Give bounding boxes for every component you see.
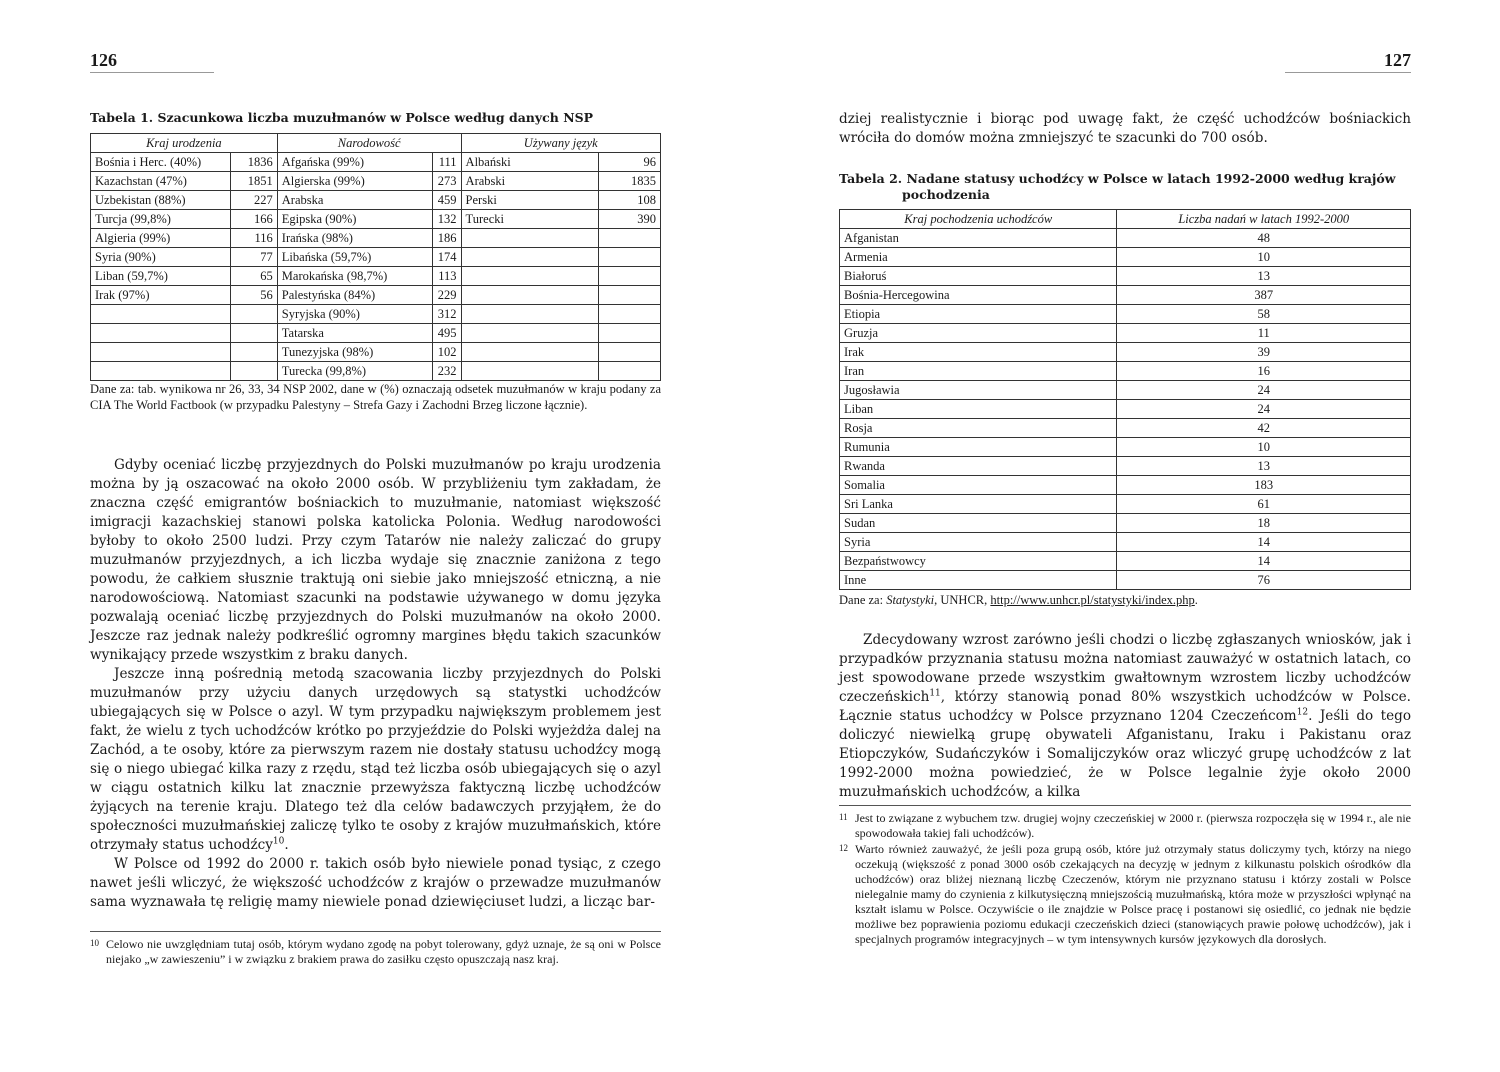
- table-cell-count: 24: [1117, 381, 1411, 400]
- table-cell-label: Liban (59,7%): [91, 267, 231, 286]
- table-cell-count: 132: [432, 210, 461, 229]
- table-cell-count: 459: [432, 191, 461, 210]
- header-grants-count: Liczba nadań w latach 1992-2000: [1117, 210, 1411, 229]
- table-row: [840, 267, 1411, 286]
- paragraph: Zdecydowany wzrost zarówno jeśli chodzi o liczbę zgłaszanych wniosków, jak i przypadków przyznania statusu można natomiast zauważyć w ostatnich latach, co jest spowodowane przede wszystkim gwałtownym wzrostem liczby uchodźców czeczeńskich$^{11}$, którzy stanowią ponad 80% wszystkich uchodźców w Polsce. Łącznie status uchodźcy w Polsce przyznano 1204 Czeczeńcom$^{12}$. Jeśli do tego doliczyć niewielką grupę obywateli Afganistanu, Iraku i Pakistanu oraz Etiopczyków, Sudańczyków i Somalijczyków oraz wliczyć grupę uchodźców z lat 1992-2000 można powiedzieć, że w Polsce legalnie żyje około 2000 muzułmańskich uchodźców, a kilka: [839, 632, 1411, 800]
- table-cell-count: 14: [1117, 533, 1411, 552]
- table-cell-label: Bośnia i Herc. (40%): [91, 153, 231, 172]
- table-cell-country: Jugosławia: [840, 381, 1117, 400]
- table-cell-count: 77: [230, 248, 277, 267]
- table-cell-label: [91, 362, 231, 381]
- footnote-text: Jest to związane z wybuchem tzw. drugiej wojny czeczeńskiej w 2000 r. (pierwsza rozpoczęła się w 1994 r., ale nie spowodowała takiej fali uchodźców).: [855, 811, 1411, 840]
- header-rule: [90, 72, 214, 73]
- paragraph: W Polsce od 1992 do 2000 r. takich osób było niewiele ponad tysiąc, z czego nawet jeśli wliczyć, że większość uchodźców z krajów o przewadze muzułmanów sama wyznawała tę religię mamy niewiele ponad dziewięciuset ludzi, a licząc bar-: [90, 856, 661, 910]
- table-cell-count: 1835: [599, 172, 661, 191]
- table-cell-count: 312: [432, 305, 461, 324]
- table-row: [840, 571, 1411, 590]
- right-intro-text: [839, 110, 1411, 148]
- table-cell-count: [230, 305, 277, 324]
- table-1: [90, 133, 661, 381]
- table-cell-label: Syria (90%): [91, 248, 231, 267]
- header-birth-country: Kraj urodzenia: [91, 134, 278, 153]
- table-cell-count: [230, 324, 277, 343]
- table-row: [91, 153, 661, 172]
- table-cell-label: Uzbekistan (88%): [91, 191, 231, 210]
- table-cell-label: Palestyńska (84%): [277, 286, 432, 305]
- table-cell-count: [599, 324, 661, 343]
- table-cell-label: Marokańska (98,7%): [277, 267, 432, 286]
- table-cell-country: Inne: [840, 571, 1117, 590]
- table-1-source: Dane za: tab. wynikowa nr 26, 33, 34 NSP 2002, dane w (%) oznaczają odsetek muzułmanów w kraju podany za CIA The World Factbook (w przypadku Palestyny – Strefa Gazy i Zachodni Brzeg liczone łącznie).: [90, 382, 661, 412]
- table-cell-label: [461, 229, 599, 248]
- header-nationality: Narodowość: [277, 134, 461, 153]
- table-row: [840, 533, 1411, 552]
- table-cell-count: 13: [1117, 457, 1411, 476]
- table-row: [840, 514, 1411, 533]
- table-row: [91, 248, 661, 267]
- table-cell-count: 390: [599, 210, 661, 229]
- table-cell-count: 108: [599, 191, 661, 210]
- table-cell-country: Etiopia: [840, 305, 1117, 324]
- header-language: Używany język: [461, 134, 660, 153]
- table-cell-count: 58: [1117, 305, 1411, 324]
- table-cell-count: 96: [599, 153, 661, 172]
- footnote-ref: 10: [272, 836, 285, 847]
- table-cell-label: [461, 305, 599, 324]
- table-cell-count: 11: [1117, 324, 1411, 343]
- table-cell-count: [599, 343, 661, 362]
- table-row: [840, 362, 1411, 381]
- table-cell-count: 1836: [230, 153, 277, 172]
- table-cell-country: Sudan: [840, 514, 1117, 533]
- footnote-mark: 12: [839, 843, 848, 853]
- header-rule: [1285, 72, 1411, 73]
- table-cell-count: 227: [230, 191, 277, 210]
- table-cell-country: Armenia: [840, 248, 1117, 267]
- table-cell-country: Rosja: [840, 419, 1117, 438]
- left-body-text: [90, 456, 661, 912]
- table-row: [91, 343, 661, 362]
- table-cell-count: 16: [1117, 362, 1411, 381]
- footnote-mark: 11: [839, 812, 848, 822]
- table-cell-label: Irak (97%): [91, 286, 231, 305]
- footnote: [839, 811, 1411, 841]
- table-cell-country: Bośnia-Hercegowina: [840, 286, 1117, 305]
- table-row: [91, 305, 661, 324]
- table-cell-count: 113: [432, 267, 461, 286]
- table-cell-count: 10: [1117, 248, 1411, 267]
- table-cell-label: Kazachstan (47%): [91, 172, 231, 191]
- table-row: [91, 267, 661, 286]
- table-cell-country: Iran: [840, 362, 1117, 381]
- table-cell-count: 39: [1117, 343, 1411, 362]
- table-cell-label: [91, 324, 231, 343]
- table-cell-label: [461, 324, 599, 343]
- table-cell-label: [461, 267, 599, 286]
- table-cell-count: [599, 286, 661, 305]
- table-cell-country: Liban: [840, 400, 1117, 419]
- table-cell-count: 61: [1117, 495, 1411, 514]
- table-row: [840, 438, 1411, 457]
- table-cell-label: Afgańska (99%): [277, 153, 432, 172]
- table-cell-count: 65: [230, 267, 277, 286]
- right-body-text: [839, 631, 1411, 802]
- table-cell-country: Białoruś: [840, 267, 1117, 286]
- table-row: [840, 495, 1411, 514]
- table-header-row: [91, 134, 661, 153]
- table-cell-country: Afganistan: [840, 229, 1117, 248]
- table-row: [840, 476, 1411, 495]
- table-cell-count: 42: [1117, 419, 1411, 438]
- table-cell-label: Irańska (98%): [277, 229, 432, 248]
- footnote-ref: 11: [929, 688, 941, 699]
- table-row: [91, 286, 661, 305]
- table-2: [839, 209, 1411, 590]
- table-cell-label: Turcja (99,8%): [91, 210, 231, 229]
- table-row: [91, 210, 661, 229]
- table-cell-count: 24: [1117, 400, 1411, 419]
- table-cell-count: 102: [432, 343, 461, 362]
- page-number: 127: [1384, 50, 1411, 70]
- table-cell-label: Egipska (90%): [277, 210, 432, 229]
- table-cell-count: [599, 267, 661, 286]
- table-row: [840, 457, 1411, 476]
- table-cell-count: [599, 305, 661, 324]
- footnote-text: Warto również zauważyć, że jeśli poza grupą osób, które już otrzymały status doliczymy tych, którzy na niego oczekują (większość z ponad 3000 osób czekających na decyzję w jednym z kilkunastu polskich ośrodków dla uchodźców) oraz bliżej nieznaną liczbę Czeczenów, którym nie przyznano statusu i którzy zostali w Polsce nielegalnie mamy do czynienia z kilkutysięczną mniejszością muzułmańską, która może w przyszłości wpłynąć na kształt islamu w Polsce. Oczywiście o ile znajdzie w Polsce pracę i postanowi się osiedlić, co jednak nie będzie możliwe bez poprawienia poziomu edukacji czeczeńskich dzieci (stanowiących prawie połowę uchodźców), jak i specjalnych programów integracyjnych – w tym intensywnych kursów językowych dla dorosłych.: [855, 842, 1411, 946]
- paragraph: Gdyby oceniać liczbę przyjezdnych do Polski muzułmanów po kraju urodzenia można by ją oszacować na około 2000 osób. W przybliżeniu tym zakładam, że znaczna część emigrantów bośniackich to muzułmanie, natomiast większość imigracji kazachskiej stanowi polska katolicka Polonia. Według narodowości byłoby to około 2500 ludzi. Przy czym Tatarów nie należy zaliczać do grupy muzułmanów przyjezdnych, a ich liczba wydaje się znacznie zaniżona z tego powodu, że całkiem słusznie traktują oni siebie jako mniejszość etniczną, a nie narodowościową. Natomiast szacunki na podstawie używanego w domu języka pozwalają oceniać liczbę przyjezdnych do Polski muzułmanów na około 2000. Jeszcze raz jednak należy podkreślić ogromny margines błędu takich szacunków wynikający przede wszystkim z braku danych.: [90, 457, 661, 663]
- table-cell-label: [461, 362, 599, 381]
- table-cell-label: Tunezyjska (98%): [277, 343, 432, 362]
- table-cell-count: 116: [230, 229, 277, 248]
- header-origin-country: Kraj pochodzenia uchodźców: [840, 210, 1117, 229]
- table-2-caption: Tabela 2. Nadane statusy uchodźcy w Polsce w latach 1992-2000 według krajów pochodzenia: [839, 171, 1396, 202]
- table-cell-count: 13: [1117, 267, 1411, 286]
- table-cell-count: 10: [1117, 438, 1411, 457]
- table-cell-label: Tatarska: [277, 324, 432, 343]
- table-header-row: [840, 210, 1411, 229]
- table-row: [840, 248, 1411, 267]
- table-row: [840, 286, 1411, 305]
- table-cell-country: Syria: [840, 533, 1117, 552]
- table-cell-count: 1851: [230, 172, 277, 191]
- footnote: [839, 842, 1411, 947]
- table-row: [840, 400, 1411, 419]
- table-cell-label: Syryjska (90%): [277, 305, 432, 324]
- table-cell-count: 56: [230, 286, 277, 305]
- table-cell-count: 166: [230, 210, 277, 229]
- table-cell-country: Bezpaństwowcy: [840, 552, 1117, 571]
- table-cell-country: Rumunia: [840, 438, 1117, 457]
- table-row: [840, 305, 1411, 324]
- table-cell-count: [230, 343, 277, 362]
- footnote-mark: 10: [90, 938, 99, 948]
- table-cell-count: [599, 362, 661, 381]
- table-cell-country: Somalia: [840, 476, 1117, 495]
- table-row: [840, 381, 1411, 400]
- table-row: [840, 343, 1411, 362]
- footnote-ref: 12: [1296, 707, 1309, 718]
- table-row: [91, 362, 661, 381]
- table-cell-count: 183: [1117, 476, 1411, 495]
- table-cell-count: [599, 229, 661, 248]
- table-cell-count: 273: [432, 172, 461, 191]
- table-cell-count: 48: [1117, 229, 1411, 248]
- unhcr-link[interactable]: http://www.unhcr.pl/statystyki/index.php: [990, 593, 1195, 607]
- table-cell-count: 111: [432, 153, 461, 172]
- table-cell-label: [91, 343, 231, 362]
- table-cell-count: 232: [432, 362, 461, 381]
- table-row: [840, 324, 1411, 343]
- table-cell-count: 18: [1117, 514, 1411, 533]
- table-cell-count: [230, 362, 277, 381]
- table-cell-count: 186: [432, 229, 461, 248]
- table-cell-label: Turecka (99,8%): [277, 362, 432, 381]
- table-cell-label: [461, 286, 599, 305]
- footnote-text: Celowo nie uwzględniam tutaj osób, którym wydano zgodę na pobyt tolerowany, gdyż uznaje, że są oni w Polsce niejako „w zawieszeniu” i w związku z brakiem prawa do zasiłku często opuszczają nasz kraj.: [106, 937, 661, 966]
- paragraph: dziej realistycznie i biorąc pod uwagę fakt, że część uchodźców bośniackich wróciła do domów można zmniejszyć te szacunki do 700 osób.: [839, 111, 1411, 146]
- table-cell-label: Arabski: [461, 172, 599, 191]
- table-2-source: Dane za: Statystyki, UNHCR, http://www.unhcr.pl/statystyki/index.php.: [839, 593, 1198, 607]
- table-cell-label: Algieria (99%): [91, 229, 231, 248]
- table-cell-count: [599, 248, 661, 267]
- table-cell-country: Sri Lanka: [840, 495, 1117, 514]
- page-number: 126: [90, 50, 117, 70]
- paragraph: Jeszcze inną pośrednią metodą szacowania liczby przyjezdnych do Polski muzułmanów przy użyciu danych urzędowych są statystki uchodźców ubiegających się w Polsce o azyl. W tym przypadku największym problemem jest fakt, że wielu z tych uchodźców krótko po przyjeździe do Polski wyjeżdża dalej na Zachód, a te osoby, które za pierwszym razem nie dostały statusu uchodźcy mogą się o niego ubiegać kilka razy z rzędu, stąd też liczba osób ubiegających się o azyl w ciągu ostatnich kilku lat znacznie przewyższa faktyczną liczbę uchodźców żyjących na terenie kraju. Dlatego też dla celów badawczych przyjąłem, że do społeczności muzułmańskiej zaliczę tylko te osoby z krajów muzułmańskich, które otrzymały status uchodźcy$^{10}$.: [90, 666, 661, 853]
- left-footnotes: [90, 937, 661, 968]
- table-cell-country: Gruzja: [840, 324, 1117, 343]
- table-row: [91, 172, 661, 191]
- table-row: [840, 552, 1411, 571]
- table-cell-count: 76: [1117, 571, 1411, 590]
- table-cell-count: 495: [432, 324, 461, 343]
- table-cell-label: Libańska (59,7%): [277, 248, 432, 267]
- table-cell-country: Rwanda: [840, 457, 1117, 476]
- table-row: [840, 229, 1411, 248]
- table-row: [91, 191, 661, 210]
- table-cell-label: Turecki: [461, 210, 599, 229]
- table-cell-label: Arabska: [277, 191, 432, 210]
- right-page: [750, 0, 1500, 1072]
- table-1-caption: Tabela 1. Szacunkowa liczba muzułmanów w Polsce według danych NSP: [90, 110, 594, 125]
- table-cell-label: [461, 343, 599, 362]
- footnote: [90, 937, 661, 967]
- footnote-rule: [839, 805, 1411, 806]
- table-row: [91, 229, 661, 248]
- right-footnotes: [839, 811, 1411, 948]
- table-cell-label: Perski: [461, 191, 599, 210]
- table-cell-label: Albański: [461, 153, 599, 172]
- table-cell-country: Irak: [840, 343, 1117, 362]
- table-row: [840, 419, 1411, 438]
- table-cell-count: 14: [1117, 552, 1411, 571]
- table-cell-label: [91, 305, 231, 324]
- footnote-rule: [90, 931, 661, 932]
- table-cell-label: [461, 248, 599, 267]
- table-row: [91, 324, 661, 343]
- table-cell-count: 174: [432, 248, 461, 267]
- table-cell-label: Algierska (99%): [277, 172, 432, 191]
- table-cell-count: 387: [1117, 286, 1411, 305]
- table-cell-count: 229: [432, 286, 461, 305]
